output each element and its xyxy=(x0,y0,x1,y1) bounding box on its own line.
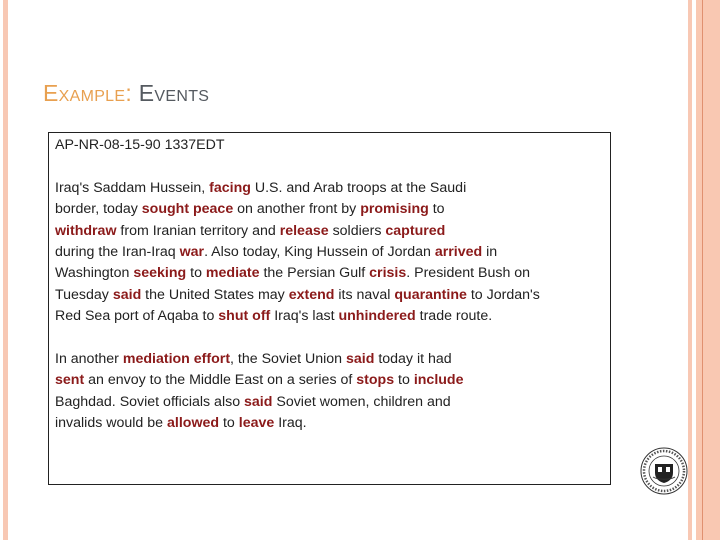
text-segment: to xyxy=(428,201,445,218)
event-word: said xyxy=(345,351,375,368)
text-segment: from Iranian territory and xyxy=(116,222,280,239)
text-segment: Iraq's last xyxy=(270,308,339,325)
text-segment: in xyxy=(482,244,498,261)
left-decor-stripe xyxy=(3,0,8,540)
event-word: allowed xyxy=(167,415,220,432)
title-prefix: Example: xyxy=(43,80,133,106)
text-segment: . President Bush on xyxy=(406,265,531,282)
right-decor-line xyxy=(702,0,703,540)
text-segment: Iraq's Saddam Hussein, xyxy=(55,179,210,196)
paragraph xyxy=(55,178,610,328)
text-segment: In another xyxy=(55,351,123,368)
right-decor-stripe xyxy=(688,0,692,540)
event-word: war xyxy=(179,244,205,261)
event-word: unhindered xyxy=(338,308,416,325)
text-segment: Iraq. xyxy=(274,415,307,432)
text-segment: the United States may xyxy=(141,286,289,303)
event-word: said xyxy=(244,393,273,410)
text-segment: border, today xyxy=(55,201,142,218)
event-word: withdraw xyxy=(55,222,117,239)
event-word: said xyxy=(112,286,142,303)
right-decor-band xyxy=(696,0,720,540)
text-segment: the Persian Gulf xyxy=(259,265,370,282)
text-segment: to xyxy=(394,372,414,389)
document-header: AP-NR-08-15-90 1337EDT xyxy=(55,137,225,153)
text-segment: Soviet women, children and xyxy=(272,393,451,410)
text-segment: on another front by xyxy=(233,201,361,218)
text-segment: to Jordan's xyxy=(466,286,540,303)
event-word: include xyxy=(413,372,464,389)
text-segment: Tuesday xyxy=(55,286,113,303)
event-word: release xyxy=(279,222,329,239)
text-segment: its naval xyxy=(334,286,395,303)
text-segment: to xyxy=(186,265,206,282)
event-word: promising xyxy=(360,201,429,218)
text-segment: Washington xyxy=(55,265,134,282)
event-word: crisis xyxy=(369,265,407,282)
title-main: Events xyxy=(138,80,210,106)
slide-title xyxy=(43,80,209,107)
event-word: captured xyxy=(385,222,446,239)
text-segment: during the Iran-Iraq xyxy=(55,244,180,261)
event-word: mediate xyxy=(205,265,260,282)
university-seal-icon xyxy=(640,447,688,495)
document-text xyxy=(55,135,610,456)
event-word: mediation effort xyxy=(122,351,231,368)
text-segment: trade route. xyxy=(415,308,493,325)
text-segment: Red Sea port of Aqaba to xyxy=(55,308,219,325)
event-word: shut off xyxy=(218,308,271,325)
text-segment: invalids would be xyxy=(55,415,167,432)
event-word: arrived xyxy=(434,244,483,261)
text-segment: an envoy to the Middle East on a series of xyxy=(84,372,357,389)
text-segment: , the Soviet Union xyxy=(230,351,346,368)
event-word: stops xyxy=(356,372,395,389)
text-segment: U.S. and Arab troops at the Saudi xyxy=(250,179,467,196)
event-word: seeking xyxy=(133,265,187,282)
event-word: extend xyxy=(288,286,335,303)
event-word: leave xyxy=(238,415,275,432)
text-segment: today it had xyxy=(374,351,452,368)
event-word: quarantine xyxy=(394,286,467,303)
text-segment: soldiers xyxy=(328,222,386,239)
event-word: facing xyxy=(209,179,251,196)
event-word: sought peace xyxy=(141,201,234,218)
text-segment: to xyxy=(219,415,239,432)
text-segment: . Also today, King Hussein of Jordan xyxy=(204,244,435,261)
text-segment: Baghdad. Soviet officials also xyxy=(55,393,245,410)
event-word: sent xyxy=(55,372,85,389)
paragraph xyxy=(55,349,610,435)
